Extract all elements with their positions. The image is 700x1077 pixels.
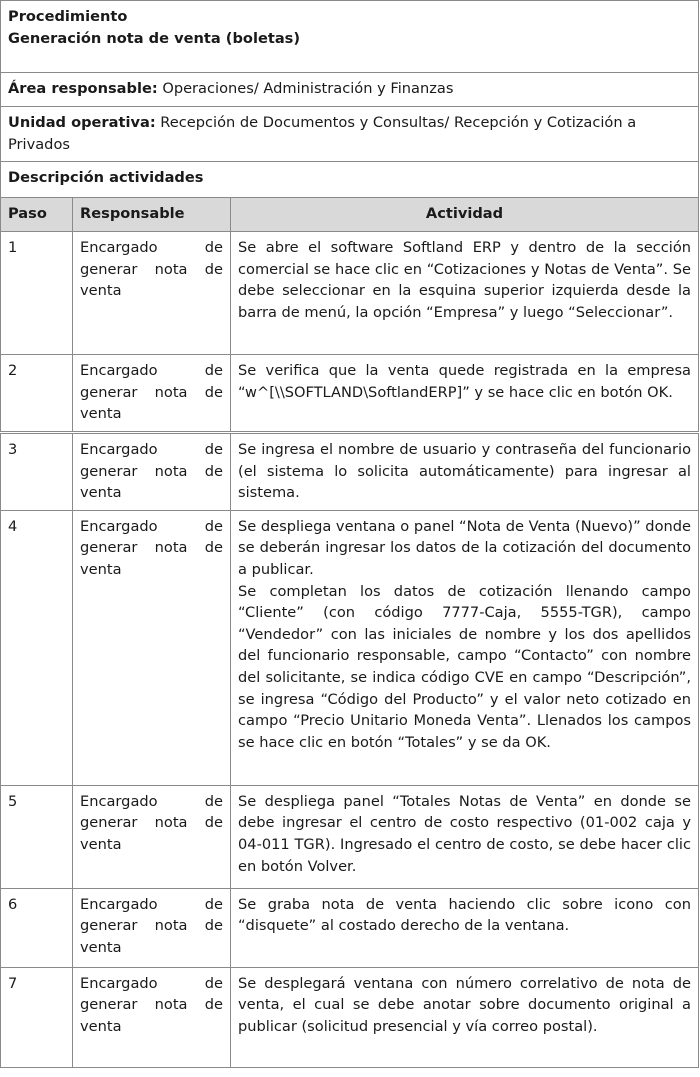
step-responsible: Encargado de generar nota de venta: [73, 888, 231, 967]
step-activity: [231, 510, 699, 785]
activity-paragraph: Se ingresa el nombre de usuario y contraseña del funcionario (el sistema lo solicita automáticamente) para ingresar al sistema.: [238, 440, 691, 502]
step-activity: [231, 888, 699, 967]
activity-paragraph: Se verifica que la venta quede registrada en la empresa “w^[\\SOFTLAND\SoftlandERP]” y se hace clic en botón OK.: [238, 362, 691, 401]
step-number: 4: [1, 510, 73, 785]
column-header-actividad: Actividad: [231, 198, 699, 232]
activity-paragraph: Se abre el software Softland ERP y dentro de la sección comercial se hace clic en “Cotizaciones y Notas de Venta”. Se debe seleccionar en la esquina superior izquierda desde la barra de menú, la opción “Empresa” y luego “Seleccionar”.: [238, 239, 691, 321]
table-row: [1, 967, 699, 1067]
table-row: [1, 355, 699, 433]
step-number: 6: [1, 888, 73, 967]
table-row: [1, 888, 699, 967]
step-number: 2: [1, 355, 73, 433]
step-responsible: Encargado de generar nota de venta: [73, 232, 231, 355]
step-activity: [231, 967, 699, 1067]
column-header-responsable: Responsable: [73, 198, 231, 232]
description-heading: Descripción actividades: [1, 162, 699, 198]
step-activity: [231, 355, 699, 433]
step-activity: [231, 232, 699, 355]
step-responsible: Encargado de generar nota de venta: [73, 785, 231, 888]
unidad-value: Recepción de Documentos y Consultas/ Recepción y Cotización a Privados: [8, 114, 637, 153]
step-activity: [231, 432, 699, 510]
procedure-title: Generación nota de venta (boletas): [8, 29, 301, 47]
step-number: 1: [1, 232, 73, 355]
activity-paragraph: Se desplegará ventana con número correlativo de nota de venta, el cual se debe anotar sobre documento original a publicar (solicitud presencial y vía correo postal).: [238, 974, 691, 1035]
area-label: Área responsable:: [8, 80, 158, 97]
table-row: [1, 232, 699, 355]
procedure-header: [1, 1, 699, 73]
table-row: [1, 510, 699, 785]
activity-paragraph: Se despliega ventana o panel “Nota de Venta (Nuevo)” donde se deberán ingresar los datos de la cotización del documento a publicar.: [238, 517, 691, 578]
procedure-label: Procedimiento: [8, 8, 128, 25]
activity-paragraph: Se despliega panel “Totales Notas de Venta” en donde se debe ingresar el centro de costo respectivo (01-002 caja y 04-011 TGR). Ingresado el centro de costo, se debe hacer clic en botón Volver.: [238, 792, 691, 875]
column-header-paso: Paso: [1, 198, 73, 232]
unidad-label: Unidad operativa:: [8, 114, 156, 131]
step-responsible: Encargado de generar nota de venta: [73, 432, 231, 510]
step-number: 7: [1, 967, 73, 1067]
area-row: [1, 73, 699, 107]
unidad-row: [1, 107, 699, 162]
table-row: [1, 785, 699, 888]
step-responsible: Encargado de generar nota de venta: [73, 967, 231, 1067]
activity-paragraph: Se graba nota de venta haciendo clic sobre icono con “disquete” al costado derecho de la ventana.: [238, 895, 691, 935]
area-value: Operaciones/ Administración y Finanzas: [157, 80, 454, 97]
step-number: 5: [1, 785, 73, 888]
step-responsible: Encargado de generar nota de venta: [73, 510, 231, 785]
activity-paragraph: Se completan los datos de cotización llenando campo “Cliente” (con código 7777-Caja, 5555-TGR), campo “Vendedor” con las iniciales de nombre y los dos apellidos del funcionario responsable, campo “Contacto” con nombre del solicitante, se indica código CVE en campo “Descripción”, se ingresa “Código del Producto” y el valor neto cotizado en campo “Precio Unitario Moneda Venta”. Llenados los campos se hace clic en botón “Totales” y se da OK.: [238, 582, 691, 751]
step-activity: [231, 785, 699, 888]
table-row: [1, 432, 699, 510]
step-responsible: Encargado de generar nota de venta: [73, 355, 231, 433]
step-number: 3: [1, 432, 73, 510]
